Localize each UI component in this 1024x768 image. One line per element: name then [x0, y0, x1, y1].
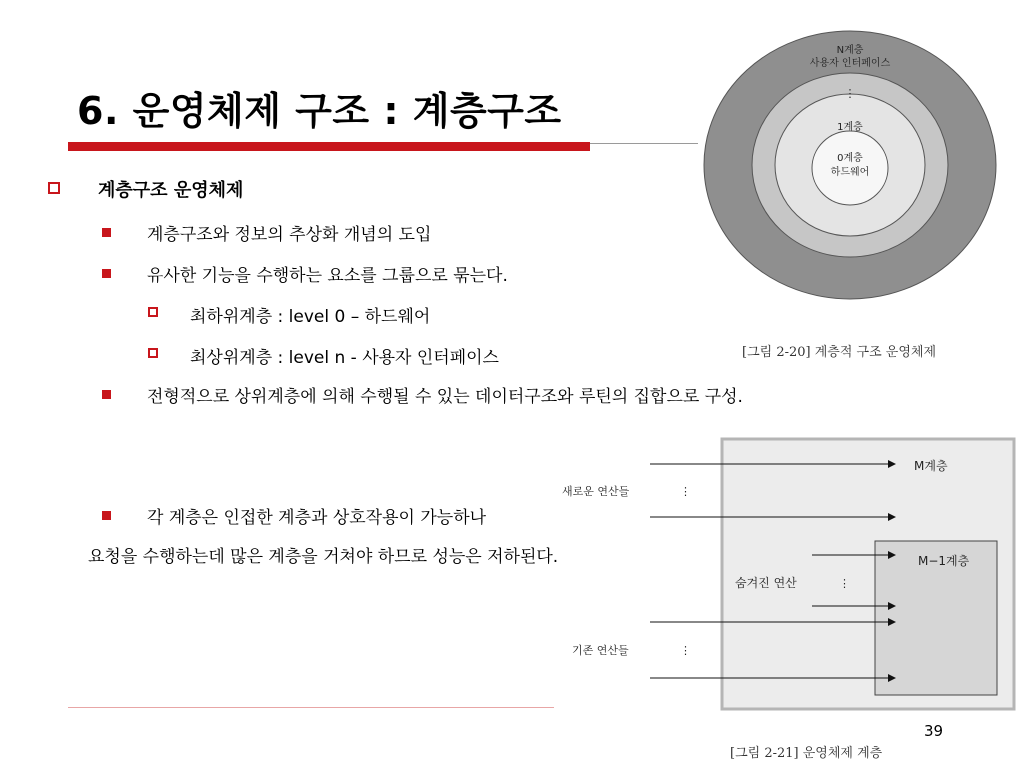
m-layer-label: M계층: [914, 459, 948, 473]
new-ops-dots: ⋮: [680, 485, 691, 498]
filled-square-bullet-icon: [102, 511, 111, 520]
bullet-main: 계층구조 운영체제: [98, 180, 244, 201]
core-label-2: 하드웨어: [830, 167, 870, 178]
existing-ops-dots: ⋮: [680, 644, 691, 657]
existing-ops-label: 기존 연산들: [572, 644, 629, 657]
bullet-sub2a: 최하위계층 : level 0 – 하드웨어: [190, 307, 431, 327]
mid-layer-label: 1계층: [837, 122, 863, 133]
layer-dots: ⋮: [844, 87, 856, 100]
hidden-ops-label: 숨겨진 연산: [735, 576, 797, 590]
core-label-1: 0계층: [837, 153, 863, 164]
layered-os-diagram: [700, 30, 1000, 305]
bullet-sub3: 전형적으로 상위계층에 의해 수행될 수 있는 데이터구조와 루틴의 집합으로 구성.: [147, 387, 743, 407]
hollow-square-bullet-icon: [148, 307, 158, 317]
outer-layer-label-1: N계층: [836, 45, 864, 56]
filled-square-bullet-icon: [102, 228, 111, 237]
new-ops-label: 새로운 연산들: [562, 485, 630, 498]
footer-divider: [68, 707, 554, 708]
bullet-sub1: 계층구조와 정보의 추상화 개념의 도입: [147, 225, 432, 245]
hidden-ops-dots: ⋮: [839, 577, 850, 590]
title-underline-extension: [590, 143, 698, 144]
bullet-sub4-continuation: 요청을 수행하는데 많은 계층을 거쳐야 하므로 성능은 저하된다.: [88, 547, 559, 567]
layer-interaction-diagram: [560, 430, 1024, 720]
filled-square-bullet-icon: [102, 269, 111, 278]
page-number: 39: [924, 722, 944, 740]
bullet-sub4: 각 계층은 인접한 계층과 상호작용이 가능하나: [147, 508, 487, 528]
outer-layer-label-2: 사용자 인터페이스: [809, 58, 891, 69]
bullet-sub2: 유사한 기능을 수행하는 요소를 그룹으로 묶는다.: [147, 266, 508, 286]
page-title: 6. 운영체제 구조 : 계층구조: [77, 89, 562, 133]
bullet-sub2b: 최상위계층 : level n - 사용자 인터페이스: [190, 348, 499, 368]
hollow-square-bullet-icon: [48, 182, 60, 194]
filled-square-bullet-icon: [102, 390, 111, 399]
figure-caption-2-20: [그림 2-20] 계층적 구조 운영체제: [742, 345, 937, 360]
hollow-square-bullet-icon: [148, 348, 158, 358]
figure-caption-2-21: [그림 2-21] 운영체제 계층: [730, 746, 883, 761]
title-underline: [68, 142, 590, 151]
m-minus-1-layer-label: M−1계층: [918, 554, 970, 568]
